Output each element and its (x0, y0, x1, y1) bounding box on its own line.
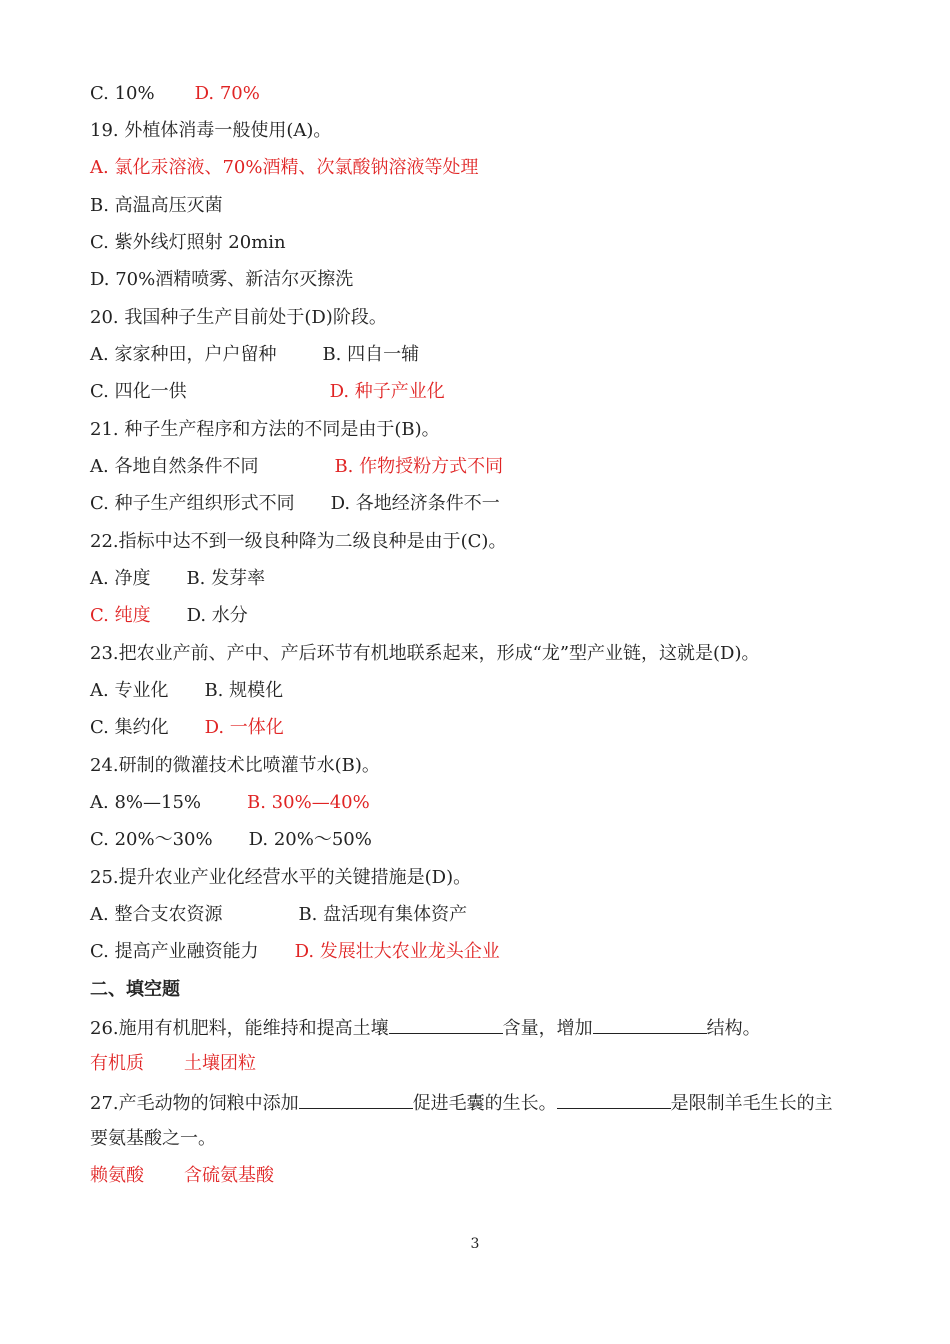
q26-blank-1 (389, 1015, 503, 1034)
q24-option-c: C. 20%～30% (90, 829, 213, 850)
q18-option-d-answer: D. 70% (194, 83, 260, 104)
q23-option-c: C. 集约化 (90, 717, 169, 738)
q24-stem: 24.研制的微灌技术比喷灌节水(B)。 (90, 755, 380, 776)
page-number: 3 (470, 1236, 480, 1252)
q19-option-a-answer: A. 氯化汞溶液、70%酒精、次氯酸钠溶液等处理 (90, 157, 479, 178)
q24-option-a: A. 8%—15% (90, 792, 202, 813)
q20-options-row-1 (90, 343, 419, 367)
q27-blank-2 (557, 1090, 671, 1109)
q24-option-b-answer: B. 30%—40% (247, 792, 370, 813)
q19-option-c: C. 紫外线灯照射 20min (90, 232, 286, 253)
q23-option-d-answer: D. 一体化 (204, 717, 284, 738)
q18-option-c: C. 10% (90, 83, 155, 104)
q20-options-row-2 (90, 380, 445, 404)
q19-option-d: D. 70%酒精喷雾、新洁尔灭擦洗 (90, 269, 354, 290)
q27-stem-line-2: 要氨基酸之一。 (90, 1128, 216, 1149)
q18-options-row (90, 82, 260, 106)
q22-stem: 22.指标中达不到一级良种降为二级良种是由于(C)。 (90, 531, 507, 552)
q22-option-a: A. 净度 (90, 568, 151, 589)
q20-option-b: B. 四自一辅 (322, 344, 420, 365)
q21-option-b-answer: B. 作物授粉方式不同 (334, 456, 504, 477)
q26-stem-part2: 含量，增加 (502, 1018, 593, 1039)
q23-options-row-2 (90, 716, 284, 740)
q27-answer-2: 含硫氨基酸 (184, 1165, 274, 1186)
q20-stem: 20. 我国种子生产目前处于(D)阶段。 (90, 307, 387, 328)
q27-stem-part2: 促进毛囊的生长。 (412, 1093, 557, 1114)
q26-answer-1: 有机质 (90, 1053, 144, 1074)
q26-answer-2: 土壤团粒 (184, 1053, 256, 1074)
q22-option-b: B. 发芽率 (186, 568, 266, 589)
q25-stem: 25.提升农业产业化经营水平的关键措施是(D)。 (90, 867, 472, 888)
q27-stem-part3: 是限制羊毛生长的主 (670, 1093, 833, 1114)
q22-option-d: D. 水分 (186, 605, 248, 626)
q26-answers-row (90, 1052, 256, 1076)
q27-stem-line-1 (90, 1090, 833, 1116)
q24-option-d: D. 20%～50% (248, 829, 372, 850)
q21-option-a: A. 各地自然条件不同 (90, 456, 259, 477)
q27-stem-part1: 27.产毛动物的饲粮中添加 (90, 1093, 299, 1114)
q19-option-b: B. 高温高压灭菌 (90, 195, 223, 216)
q26-stem (90, 1015, 761, 1041)
q25-option-c: C. 提高产业融资能力 (90, 941, 259, 962)
q20-option-c: C. 四化一供 (90, 381, 187, 402)
q20-option-d-answer: D. 种子产业化 (329, 381, 445, 402)
q27-answer-1: 赖氨酸 (90, 1165, 144, 1186)
q25-options-row-2 (90, 940, 500, 964)
q19-stem: 19. 外植体消毒一般使用(A)。 (90, 120, 332, 141)
q23-option-b: B. 规模化 (204, 680, 284, 701)
q25-option-d-answer: D. 发展壮大农业龙头企业 (294, 941, 500, 962)
q22-options-row-2 (90, 604, 248, 628)
q25-option-b: B. 盘活现有集体资产 (298, 904, 468, 925)
section-heading-fill-in-blank: 二、填空题 (90, 979, 180, 1000)
q23-options-row-1 (90, 679, 283, 703)
q23-stem: 23.把农业产前、产中、产后环节有机地联系起来，形成“龙”型产业链，这就是(D)。 (90, 643, 760, 664)
q27-answers-row (90, 1164, 274, 1188)
q24-options-row-2 (90, 828, 372, 852)
q22-options-row-1 (90, 567, 265, 591)
q21-stem: 21. 种子生产程序和方法的不同是由于(B)。 (90, 419, 440, 440)
q21-option-c: C. 种子生产组织形式不同 (90, 493, 295, 514)
q21-option-d: D. 各地经济条件不一 (330, 493, 500, 514)
q26-stem-part1: 26.施用有机肥料，能维持和提高土壤 (90, 1018, 389, 1039)
q25-option-a: A. 整合支农资源 (90, 904, 223, 925)
q22-option-c-answer: C. 纯度 (90, 605, 151, 626)
q24-options-row-1 (90, 791, 370, 815)
q26-blank-2 (593, 1015, 707, 1034)
q20-option-a: A. 家家种田，户户留种 (90, 344, 277, 365)
q26-stem-part3: 结构。 (706, 1018, 761, 1039)
q23-option-a: A. 专业化 (90, 680, 169, 701)
q21-options-row-1 (90, 455, 503, 479)
q21-options-row-2 (90, 492, 500, 516)
q27-blank-1 (299, 1090, 413, 1109)
q25-options-row-1 (90, 903, 467, 927)
